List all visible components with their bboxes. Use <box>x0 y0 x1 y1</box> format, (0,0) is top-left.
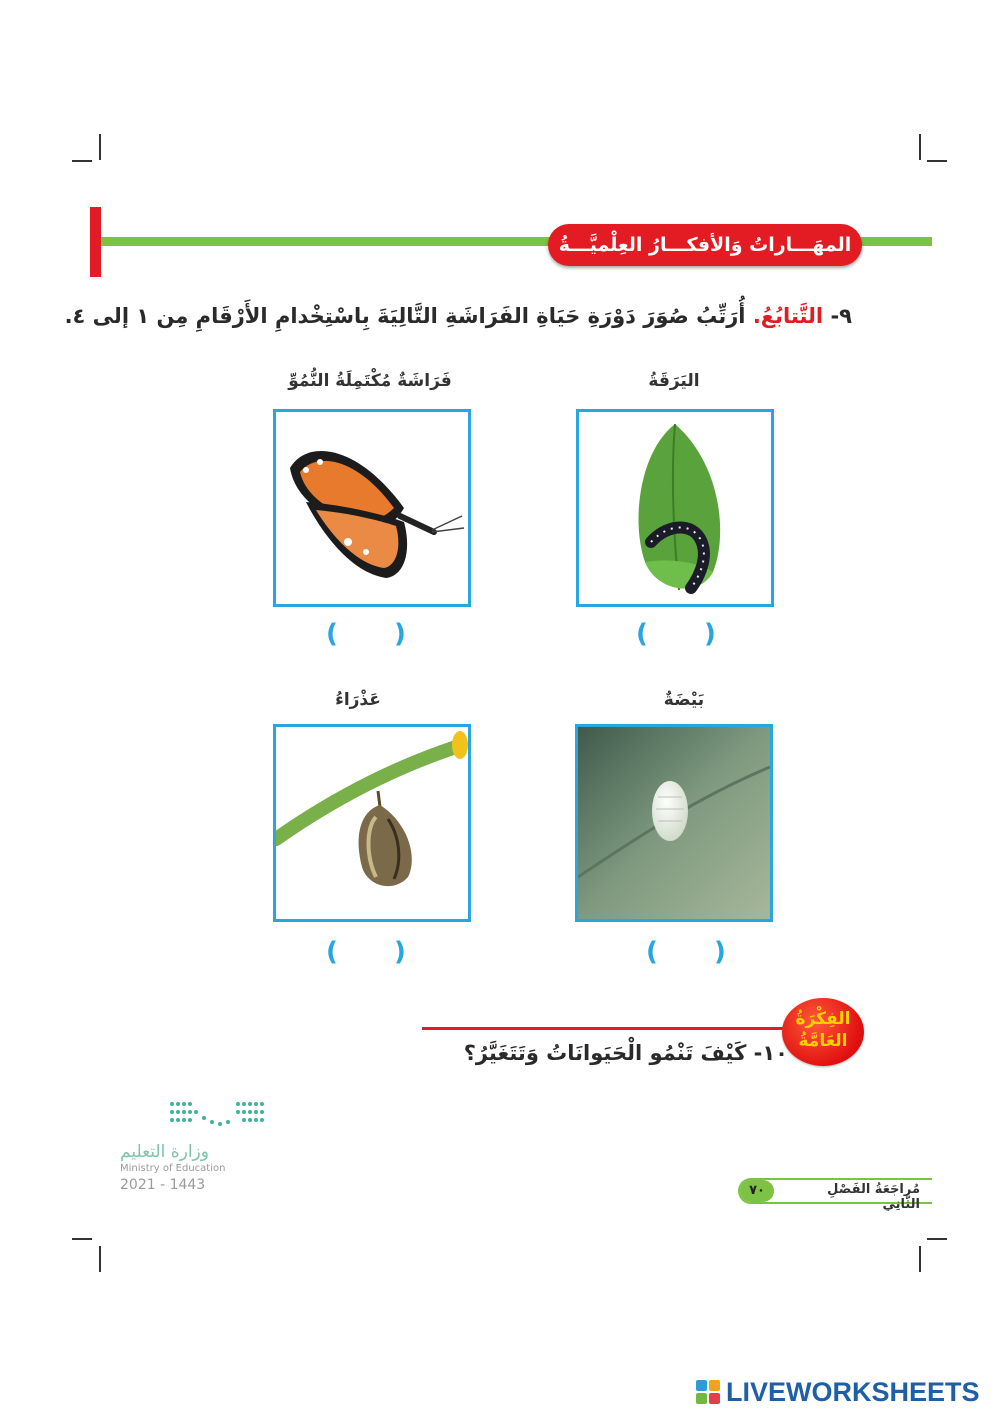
crop-mark <box>99 134 101 160</box>
answer-blank-egg[interactable] <box>642 937 742 967</box>
section-title: المهَـــاراتُ وَالأفكـــارُ العِلْميَّـــةُ <box>548 224 862 266</box>
chrysalis-on-stem-icon <box>276 727 468 919</box>
crop-mark <box>919 1246 921 1272</box>
photo-butterfly <box>273 409 471 607</box>
question-10-text: كَيْفَ تَنْمُو الْحَيَوانَاتُ وَتَتَغَيَّرُ؟ <box>463 1041 747 1065</box>
paren-close: ) <box>704 619 716 649</box>
badge-line-2: العَامَّةُ <box>798 1031 848 1051</box>
photo-larva <box>576 409 774 607</box>
paren-open: ( <box>646 937 658 967</box>
question-10 <box>464 1041 788 1065</box>
ministry-name-ar: وزارة التعليم <box>120 1142 209 1162</box>
big-idea-badge <box>782 998 864 1066</box>
crop-mark <box>927 160 947 162</box>
ministry-year: 2021 - 1443 <box>120 1177 206 1193</box>
page-number: ٧٠ <box>740 1180 774 1202</box>
badge-line-1: الفِكْرَةُ <box>795 1009 851 1029</box>
card-label-butterfly: فَرَاشَةٌ مُكْتَمِلَةُ النُّمُوِّ <box>288 371 452 391</box>
question-9-text: أُرَتِّبُ صُوَرَ دَوْرَةِ حَيَاةِ الفَرَاشَةِ التَّالِيَةَ بِاسْتِخْدامِ الأَرْقَامِ مِن ١ إلى ٤. <box>64 304 746 328</box>
card-label-egg: بَيْضَةٌ <box>663 690 705 710</box>
caterpillar-on-leaf-icon <box>579 412 771 604</box>
crop-mark <box>919 134 921 160</box>
liveworksheets-icon <box>696 1380 720 1404</box>
question-9-keyword: التَّتابُعُ. <box>752 304 824 328</box>
liveworksheets-logo <box>696 1377 980 1407</box>
answer-blank-larva[interactable] <box>632 619 732 649</box>
paren-close: ) <box>394 619 406 649</box>
crop-mark <box>72 1238 92 1240</box>
question-10-number: ١٠- <box>753 1041 788 1065</box>
crop-mark <box>927 1238 947 1240</box>
header-red-bar <box>90 207 101 277</box>
ministry-logo-icon <box>168 1098 268 1132</box>
question-9-number: ٩- <box>830 304 852 328</box>
answer-blank-butterfly[interactable] <box>322 619 422 649</box>
paren-open: ( <box>326 619 338 649</box>
answer-blank-pupa[interactable] <box>322 937 422 967</box>
liveworksheets-wordmark: LIVEWORKSHEETS <box>726 1376 980 1407</box>
butterfly-icon <box>276 412 468 604</box>
egg-on-leaf-icon <box>578 727 770 919</box>
photo-egg <box>575 724 773 922</box>
photo-pupa <box>273 724 471 922</box>
paren-open: ( <box>636 619 648 649</box>
paren-close: ) <box>394 937 406 967</box>
footer-label: مُراجَعَةُ الفَصْلِ الثّانِي <box>827 1182 920 1212</box>
big-idea-line <box>422 1027 792 1030</box>
crop-mark <box>72 160 92 162</box>
card-label-larva: اليَرَقَةُ <box>648 371 700 391</box>
crop-mark <box>99 1246 101 1272</box>
card-label-pupa: عَذْرَاءُ <box>335 690 381 710</box>
paren-close: ) <box>714 937 726 967</box>
question-9 <box>64 304 852 328</box>
paren-open: ( <box>326 937 338 967</box>
ministry-name-en: Ministry of Education <box>120 1163 226 1174</box>
